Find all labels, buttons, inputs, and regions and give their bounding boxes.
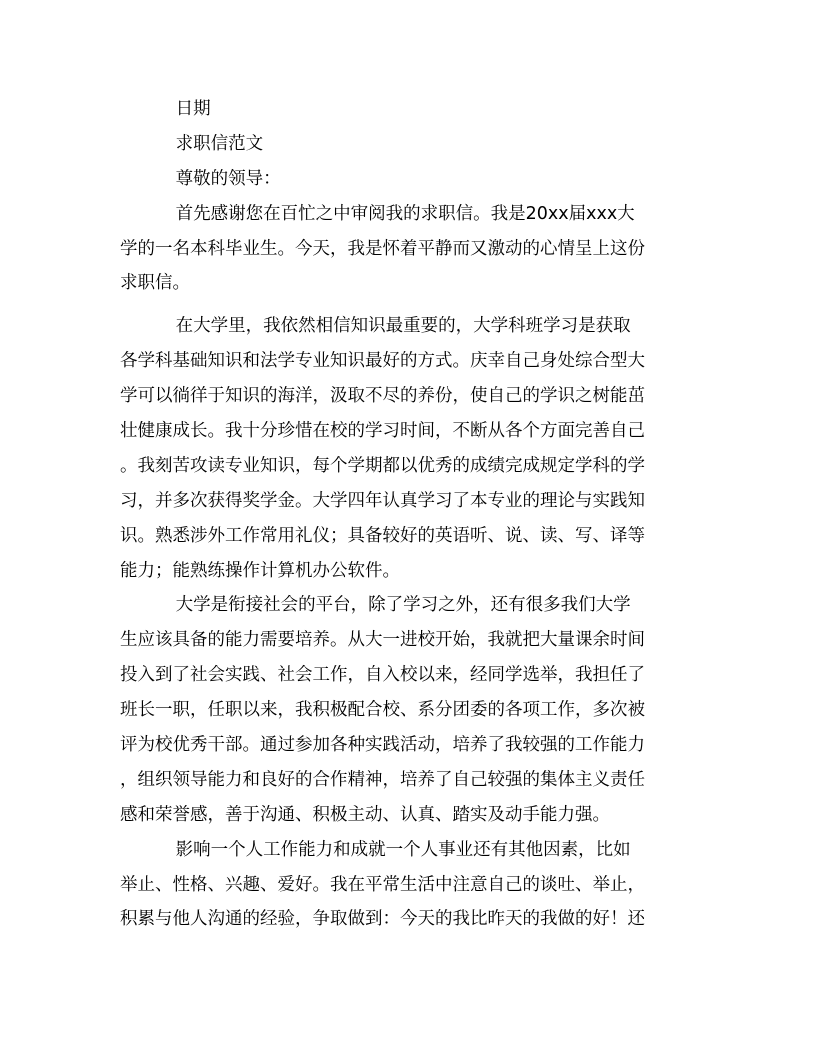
paragraph-1-line-2: 学的一名本科毕业生。今天，我是怀着平静而又激动的心情呈上这份 — [120, 238, 645, 259]
paragraph-1-line-1: 首先感谢您在百忙之中审阅我的求职信。我是20xx届xxx大 — [120, 203, 635, 224]
paragraph-2-line-7: 识。熟悉涉外工作常用礼仪；具备较好的英语听、说、读、写、译等 — [120, 525, 645, 546]
paragraph-3-line-2: 生应该具备的能力需要培养。从大一进校开始，我就把大量课余时间 — [120, 630, 645, 651]
paragraph-2-line-2: 各学科基础知识和法学专业知识最好的方式。庆幸自己身处综合型大 — [120, 351, 645, 372]
paragraph-4-line-2: 举止、性格、兴趣、爱好。我在平常生活中注意自己的谈吐、举止， — [120, 874, 645, 895]
paragraph-3-line-5: 评为校优秀干部。通过参加各种实践活动，培养了我较强的工作能力 — [120, 735, 645, 756]
paragraph-gap — [120, 301, 695, 309]
paragraph-1-line-3: 求职信。 — [120, 273, 190, 294]
paragraph-3-line-4: 班长一职，任职以来，我积极配合校、系分团委的各项工作，多次被 — [120, 700, 645, 721]
paragraph-4-line-1: 影响一个人工作能力和成就一个人事业还有其他因素，比如 — [120, 839, 631, 860]
paragraph-2-line-8: 能力；能熟练操作计算机办公软件。 — [120, 560, 400, 581]
paragraph-2-line-6: 习，并多次获得奖学金。大学四年认真学习了本专业的理论与实践知 — [120, 490, 645, 511]
paragraph-2-line-1: 在大学里，我依然相信知识最重要的，大学科班学习是获取 — [120, 316, 631, 337]
paragraph-2-line-3: 学可以徜徉于知识的海洋，汲取不尽的养份，使自己的学识之树能茁 — [120, 386, 645, 407]
paragraph-2-line-4: 壮健康成长。我十分珍惜在校的学习时间，不断从各个方面完善自己 — [120, 421, 645, 442]
paragraph-3-line-7: 感和荣誉感，善于沟通、积极主动、认真、踏实及动手能力强。 — [120, 804, 610, 825]
paragraph-3-line-1: 大学是衔接社会的平台，除了学习之外，还有很多我们大学 — [120, 595, 631, 616]
paragraph-3-line-6: ，组织领导能力和良好的合作精神，培养了自己较强的集体主义责任 — [120, 769, 645, 790]
document-body — [120, 92, 695, 937]
date-line: 日期 — [120, 99, 211, 119]
paragraph-4-line-3: 积累与他人沟通的经验，争取做到：今天的我比昨天的我做的好！还 — [120, 909, 645, 930]
paragraph-2-line-5: 。我刻苦攻读专业知识，每个学期都以优秀的成绩完成规定学科的学 — [120, 455, 645, 476]
letter-title: 求职信范文 — [120, 133, 264, 154]
salutation: 尊敬的领导： — [120, 168, 281, 189]
paragraph-3-line-3: 投入到了社会实践、社会工作，自入校以来，经同学选举，我担任了 — [120, 665, 645, 686]
